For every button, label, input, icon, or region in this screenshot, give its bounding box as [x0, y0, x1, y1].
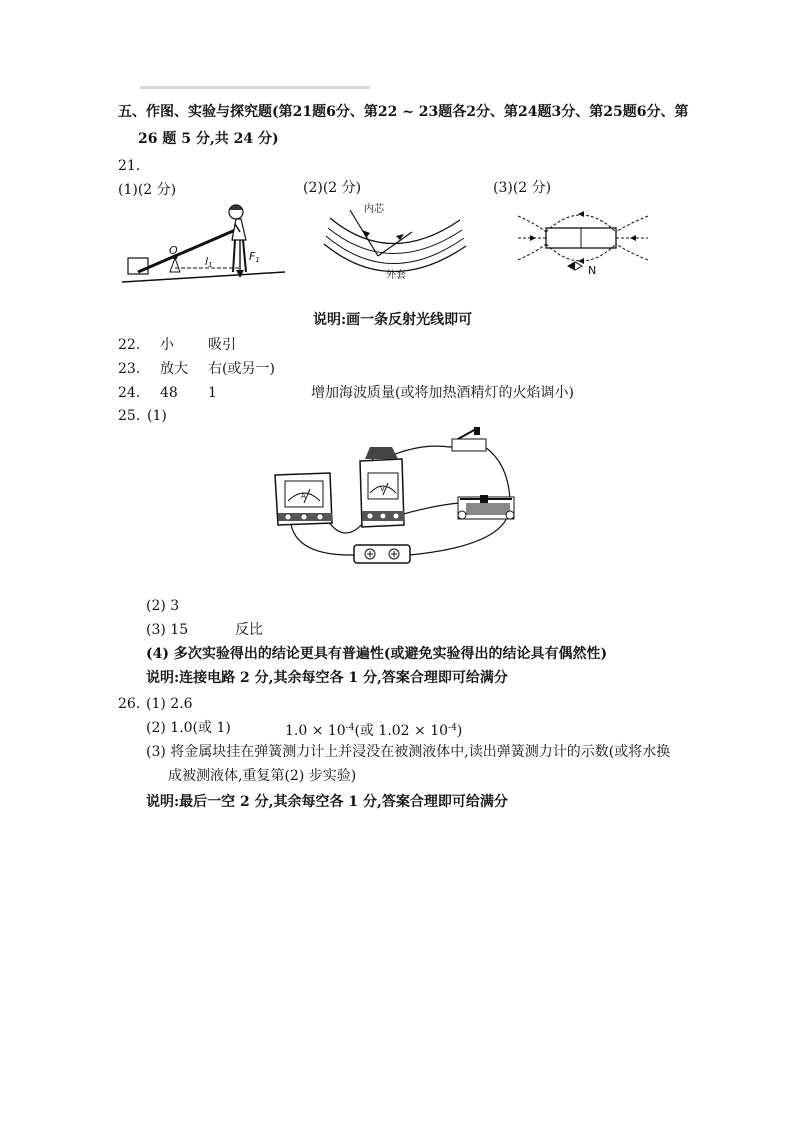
- q22-number: 22.: [118, 337, 141, 353]
- q21-part1-label: (1)(2 分): [118, 182, 177, 198]
- q26-part3-line2: 成被测液体,重复第(2) 步实验): [168, 768, 357, 784]
- q26-part2-b-mid: (或 1.02 × 10: [354, 723, 449, 739]
- arm-label-main: l: [205, 255, 209, 268]
- q25-part2: (2) 3: [146, 598, 180, 614]
- q26-part2-b-end: ): [456, 723, 463, 739]
- q26-note: 说明:最后一空 2 分,其余每空各 1 分,答案合理即可给满分: [146, 794, 508, 810]
- q26-part2-b-pre: 1.0 × 10: [285, 723, 346, 739]
- q24-number: 24.: [118, 385, 141, 401]
- q21-number: 21.: [118, 158, 141, 174]
- top-scan-artifact: [140, 86, 370, 89]
- force-label-sub: 1: [255, 256, 260, 264]
- wire-volt-resistor: [400, 503, 460, 515]
- arm-label: [205, 255, 213, 269]
- q26-part2-b-exp1: -4: [345, 723, 355, 733]
- q23-answer1: 放大: [160, 361, 188, 377]
- field-line-ul: [518, 216, 546, 232]
- q25-part3-b: 反比: [235, 622, 263, 638]
- switch: [452, 427, 486, 451]
- field-line-ll: [518, 244, 546, 260]
- q25-part4: (4) 多次实验得出的结论更具有普遍性(或避免实验得出的结论具有偶然性): [146, 646, 608, 662]
- magnet-field-figure: [508, 202, 658, 282]
- girl-leg-right: [243, 240, 246, 272]
- outer-sheath-label: 外套: [386, 270, 406, 281]
- q26-part3-line1: (3) 将金属块挂在弹簧测力计上并浸没在被测液体中,读出弹簧测力计的示数(或将水换: [146, 744, 671, 760]
- field-line-lr: [616, 244, 648, 260]
- q21-part2-label: (2)(2 分): [303, 180, 362, 196]
- q24-answer2: 1: [208, 385, 217, 401]
- q26-part2-a: (2) 1.0(或 1): [146, 720, 231, 736]
- q22-answer1: 小: [160, 337, 174, 353]
- force-label-main: F: [249, 250, 256, 263]
- optical-fiber-figure: [320, 198, 470, 288]
- q25-number: 25.: [118, 408, 141, 424]
- field-arrow-top: [578, 211, 584, 217]
- arm-label-sub: 1: [208, 261, 213, 269]
- q23-number: 23.: [118, 361, 141, 377]
- q25-part3-a: (3) 15: [146, 622, 189, 638]
- q24-answer3: 增加海波质量(或将加热酒精灯的火焰调小): [311, 385, 574, 401]
- field-arrow-left: [530, 235, 536, 241]
- girl-hair: [229, 206, 243, 211]
- girl-leg-left: [233, 240, 235, 272]
- fiber-inner-top: [328, 228, 462, 254]
- q25-note: 说明:连接电路 2 分,其余每空各 1 分,答案合理即可给满分: [146, 670, 508, 686]
- q26-part2-b: [285, 719, 462, 740]
- q21-part3-label: (3)(2 分): [493, 180, 552, 196]
- q23-answer2: 右(或另一): [208, 361, 275, 377]
- lever-figure: [120, 200, 290, 290]
- compass-needle-dark: [568, 262, 575, 270]
- q22-answer2: 吸引: [208, 337, 236, 353]
- field-line-ur: [616, 216, 648, 232]
- q24-answer1: 48: [160, 385, 178, 401]
- q26-number: 26.: [118, 696, 141, 712]
- pivot-label: O: [169, 244, 178, 257]
- lever-bar: [138, 228, 240, 272]
- inner-core-label: 内芯: [364, 204, 384, 215]
- field-arrow-bottom: [578, 258, 584, 264]
- fiber-outer-top: [330, 218, 460, 244]
- q21-note: 说明:画一条反射光线即可: [313, 312, 473, 328]
- q25-part1: (1): [147, 408, 167, 424]
- north-pole-label: N: [588, 264, 597, 277]
- voltmeter-label: V: [380, 485, 385, 493]
- fulcrum: [170, 258, 180, 272]
- circuit-figure: [270, 425, 525, 575]
- wire-ammeter-voltmeter: [328, 521, 365, 533]
- section-heading-line2: 26 题 5 分,共 24 分): [138, 131, 279, 147]
- field-arrow-right: [630, 235, 636, 241]
- q26-part2-b-exp2: -4: [448, 723, 457, 733]
- fiber-outer-bottom: [324, 244, 466, 272]
- battery-box: [354, 545, 410, 563]
- ammeter-label: A: [301, 492, 306, 500]
- section-heading-line1: 五、作图、实验与探究题(第21题6分、第22 ~ 23题各2分、第24题3分、第25题6分、第: [118, 104, 689, 120]
- ray-arrowhead-in: [362, 230, 370, 238]
- force-label: [249, 250, 260, 264]
- rheostat: [458, 495, 514, 519]
- q26-part1: (1) 2.6: [146, 696, 193, 712]
